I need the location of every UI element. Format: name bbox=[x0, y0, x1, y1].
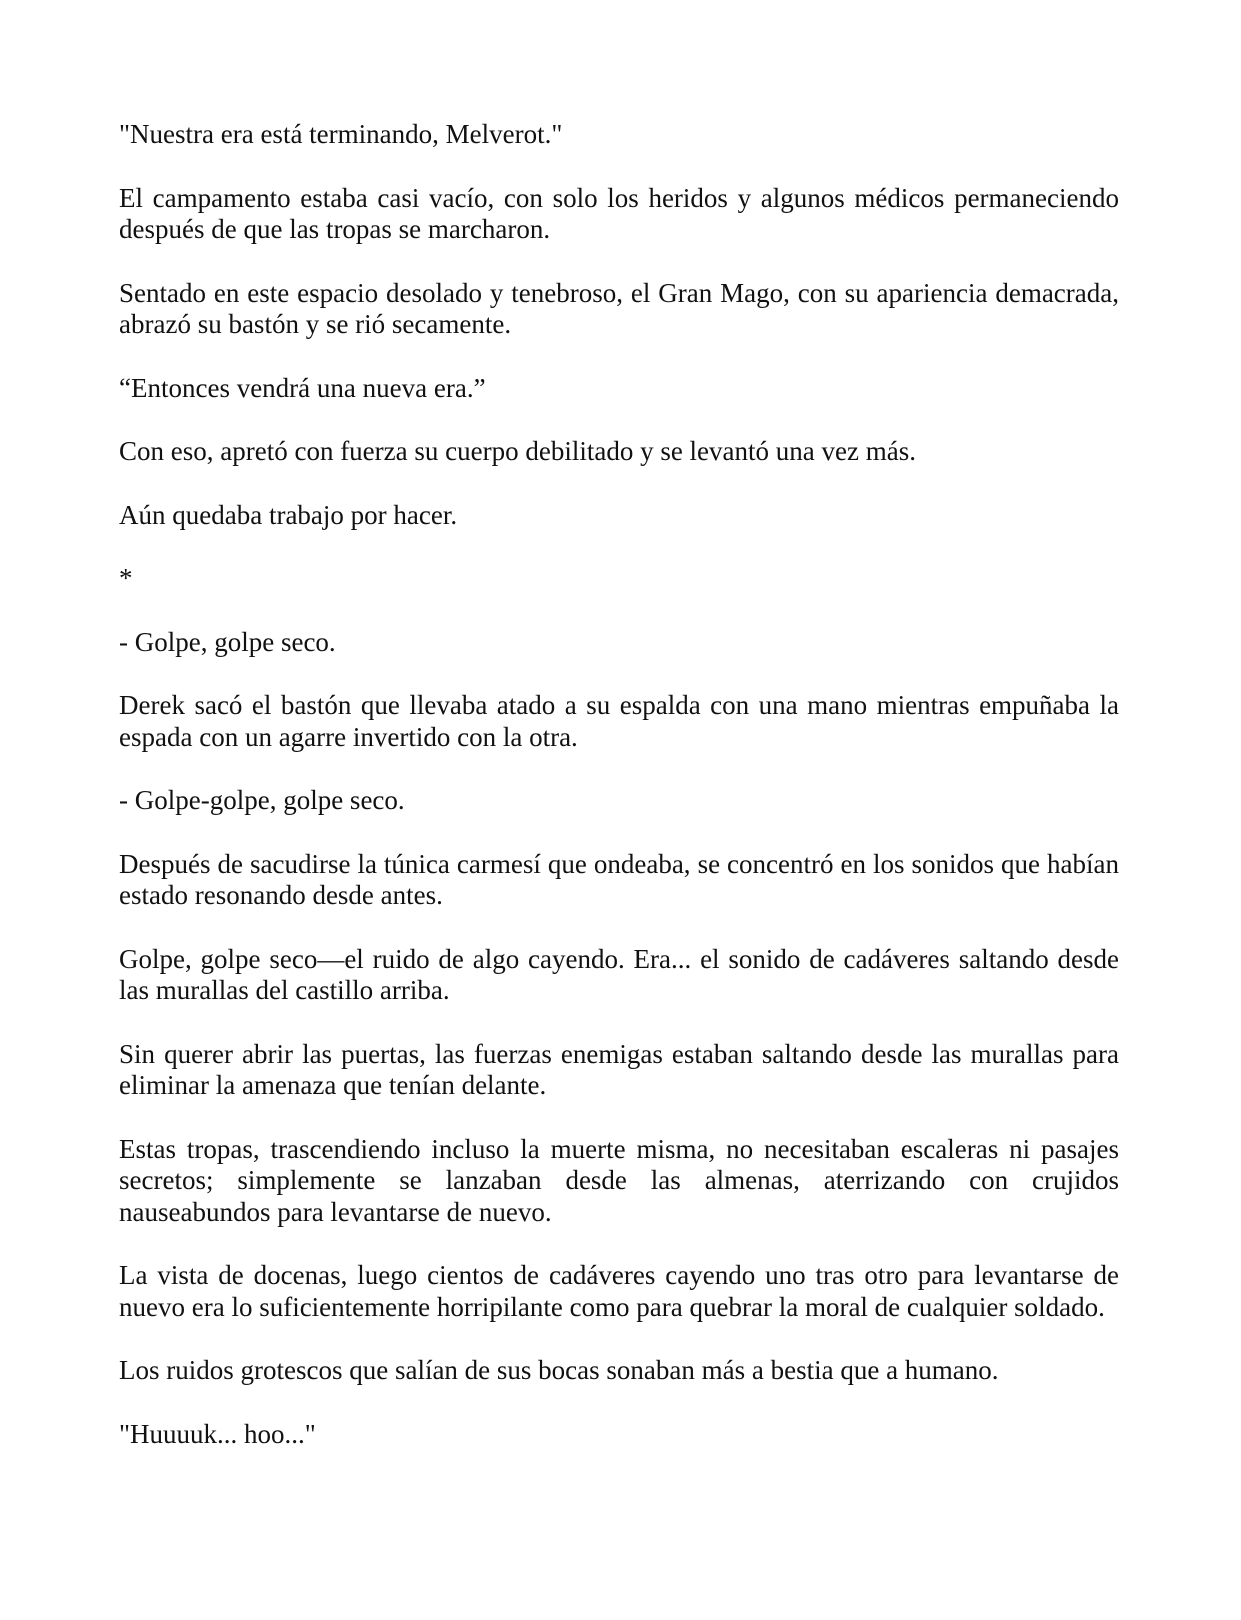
document-body bbox=[119, 119, 1119, 1450]
scene-break: * bbox=[119, 563, 133, 593]
paragraph-9: Derek sacó el bastón que llevaba atado a su espalda con una mano mientras empuñaba la espada con un agarre invertido con la otra. bbox=[119, 690, 1119, 752]
paragraph-13: Sin querer abrir las puertas, las fuerzas enemigas estaban saltando desde las murallas para eliminar la amenaza que tenían delante. bbox=[119, 1038, 1119, 1100]
paragraph-11: Después de sacudirse la túnica carmesí que ondeaba, se concentró en los sonidos que habían estado resonando desde antes. bbox=[119, 848, 1119, 910]
paragraph-12: Golpe, golpe seco—el ruido de algo cayendo. Era... el sonido de cadáveres saltando desde las murallas del castillo arriba. bbox=[119, 943, 1119, 1005]
paragraph-6: Aún quedaba trabajo por hacer. bbox=[119, 499, 458, 530]
paragraph-17: "Huuuuk... hoo..." bbox=[119, 1418, 316, 1449]
paragraph-14: Estas tropas, trascendiendo incluso la muerte misma, no necesitaban escaleras ni pasajes secretos; simplemente se lanzaban desde las almenas, aterrizando con crujidos nauseabundos para levantarse de nuevo. bbox=[119, 1133, 1119, 1227]
paragraph-1: "Nuestra era está terminando, Melverot." bbox=[119, 119, 563, 149]
paragraph-4: “Entonces vendrá una nueva era.” bbox=[119, 372, 486, 403]
paragraph-8: - Golpe, golpe seco. bbox=[119, 626, 336, 657]
paragraph-2: El campamento estaba casi vacío, con solo los heridos y algunos médicos permaneciendo después de que las tropas se marcharon. bbox=[119, 182, 1119, 244]
paragraph-15: La vista de docenas, luego cientos de cadáveres cayendo uno tras otro para levantarse de nuevo era lo suficientemente horripilante como para quebrar la moral de cualquier soldado. bbox=[119, 1260, 1119, 1322]
paragraph-3: Sentado en este espacio desolado y tenebroso, el Gran Mago, con su apariencia demacrada, abrazó su bastón y se rió secamente. bbox=[119, 277, 1119, 339]
paragraph-10: - Golpe-golpe, golpe seco. bbox=[119, 785, 405, 815]
paragraph-16: Los ruidos grotescos que salían de sus bocas sonaban más a bestia que a humano. bbox=[119, 1355, 999, 1385]
paragraph-5: Con eso, apretó con fuerza su cuerpo debilitado y se levantó una vez más. bbox=[119, 436, 916, 466]
